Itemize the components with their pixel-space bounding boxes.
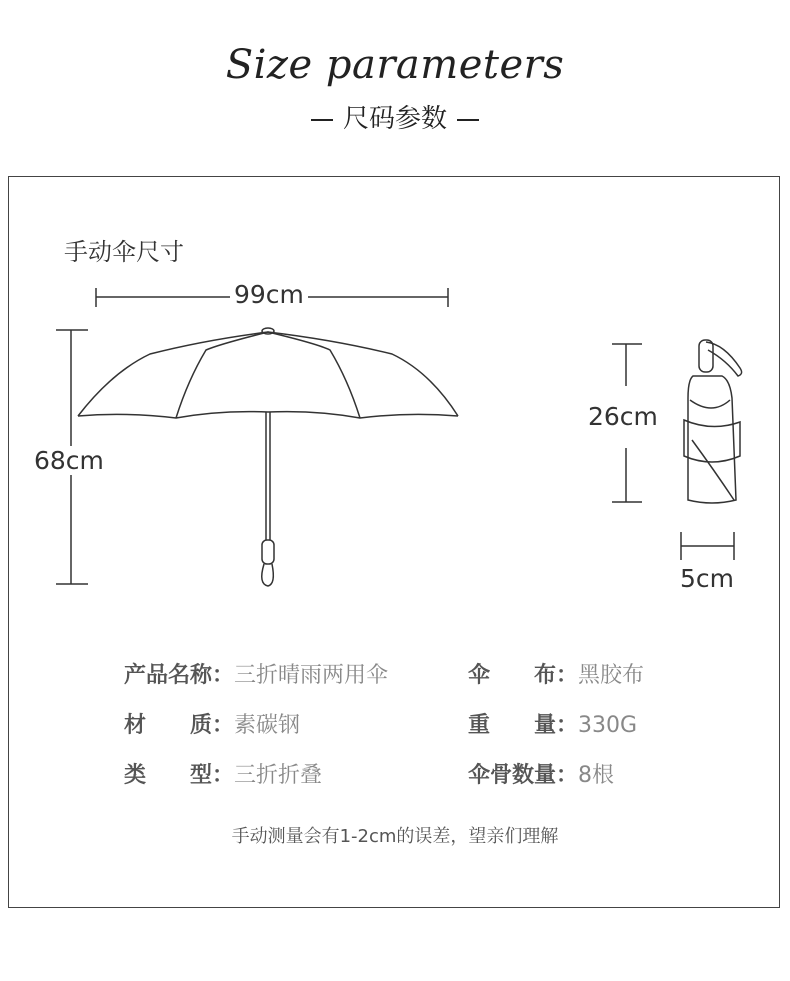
spec-label: 伞骨数量： [468, 763, 579, 788]
open-height-label: 68cm [30, 446, 108, 475]
spec-value: 330G [578, 713, 638, 738]
open-width-label: 99cm [230, 280, 308, 309]
measurement-note: 手动测量会有1-2cm的误差，望亲们理解 [231, 826, 559, 847]
spec-value: 黑胶布 [578, 663, 645, 688]
title-english: Size parameters [225, 42, 565, 88]
folded-diameter-label: 5cm [676, 564, 738, 593]
open-umbrella-rib-2 [268, 332, 360, 418]
spec-weight [468, 708, 637, 739]
folded-umbrella-handle [699, 340, 713, 372]
spec-label: 重 量： [468, 713, 579, 738]
spec-value: 8根 [578, 763, 615, 788]
spec-label: 伞 布： [468, 663, 579, 688]
spec-value: 三折晴雨两用伞 [234, 663, 389, 688]
spec-product-name [124, 658, 388, 689]
folded-umbrella-body [688, 376, 736, 503]
spec-value: 三折折叠 [234, 763, 323, 788]
folded-umbrella-fold-1 [690, 400, 730, 408]
folded-umbrella-fold-2 [692, 440, 734, 500]
spec-material [124, 708, 300, 739]
spec-label: 类 型： [124, 763, 235, 788]
spec-label: 产品名称： [124, 663, 235, 688]
title-chinese: 尺码参数 [342, 104, 447, 134]
folded-length-label: 26cm [584, 402, 662, 431]
spec-fabric [468, 658, 644, 689]
open-umbrella-tip [262, 328, 274, 334]
section-label: 手动伞尺寸 [64, 238, 184, 266]
spec-rib-count [468, 758, 614, 789]
spec-type [124, 758, 322, 789]
open-umbrella-canopy-top [78, 332, 458, 416]
spec-label: 材 质： [124, 713, 235, 738]
open-umbrella-canopy-edge [78, 412, 458, 418]
open-umbrella-strap [262, 564, 274, 586]
open-umbrella-handle [262, 540, 274, 564]
spec-value: 素碳钢 [234, 713, 301, 738]
